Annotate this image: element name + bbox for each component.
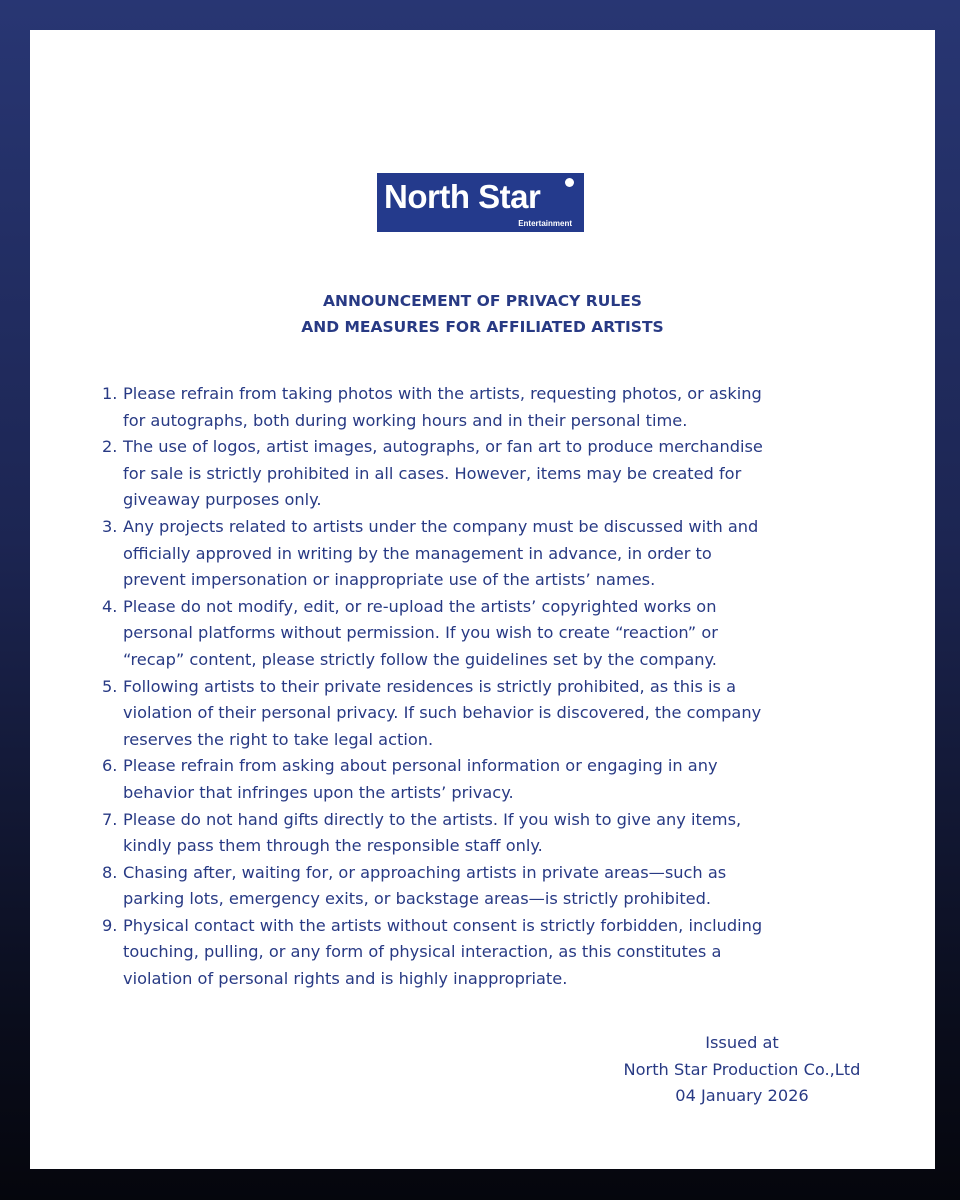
rules-list	[102, 381, 882, 993]
rule-item	[102, 860, 882, 913]
title-line-1: ANNOUNCEMENT OF PRIVACY RULES	[323, 292, 642, 310]
rule-line: Please do not modify, edit, or re-upload the artists’ copyrighted works on	[123, 596, 717, 616]
rule-line: for sale is strictly prohibited in all cases. However, items may be created for	[123, 463, 742, 483]
rule-item	[102, 594, 882, 674]
rule-item	[102, 807, 882, 860]
rule-number: 4.	[102, 596, 118, 616]
rule-item	[102, 753, 882, 806]
logo-wordmark: North Star	[384, 178, 541, 215]
north-star-logo	[377, 173, 584, 232]
rule-line: The use of logos, artist images, autographs, or fan art to produce merchandise	[123, 437, 763, 457]
rule-number: 2.	[102, 437, 118, 457]
rule-number: 9.	[102, 915, 118, 935]
issued-at-label: Issued at	[705, 1033, 779, 1052]
rule-line: behavior that infringes upon the artists’ privacy.	[123, 782, 514, 802]
rule-line: Following artists to their private residences is strictly prohibited, as this is a	[123, 676, 737, 696]
rule-number: 1.	[102, 384, 118, 403]
issue-date: 04 January 2026	[675, 1086, 809, 1106]
rule-item	[102, 674, 882, 754]
rule-item	[102, 913, 882, 993]
rule-line: for autographs, both during working hours and in their personal time.	[123, 410, 688, 430]
rule-line: kindly pass them through the responsible staff only.	[123, 836, 543, 856]
rule-line: Physical contact with the artists without consent is strictly forbidden, including	[123, 915, 763, 935]
rule-line: Please refrain from asking about personal information or engaging in any	[123, 756, 718, 776]
rule-number: 3.	[102, 516, 118, 536]
rule-line: prevent impersonation or inappropriate use of the artists’ names.	[123, 570, 656, 590]
announcement-title	[30, 288, 935, 340]
rule-line: officially approved in writing by the management in advance, in order to	[123, 543, 712, 563]
rule-line: giveaway purposes only.	[123, 490, 322, 510]
rule-number: 6.	[102, 756, 118, 776]
issuer-signature-block	[600, 1030, 884, 1110]
logo-subtitle: Entertainment	[518, 219, 572, 228]
rule-line: “recap” content, please strictly follow the guidelines set by the company.	[123, 649, 717, 669]
rule-line: Please do not hand gifts directly to the artists. If you wish to give any items,	[123, 809, 742, 829]
rule-line: Please refrain from taking photos with the artists, requesting photos, or asking	[123, 384, 762, 403]
rule-line: violation of personal rights and is highly inappropriate.	[123, 969, 568, 989]
title-line-2: AND MEASURES FOR AFFILIATED ARTISTS	[301, 318, 664, 336]
rule-item	[102, 514, 882, 594]
rule-number: 8.	[102, 862, 118, 882]
rule-item	[102, 434, 882, 514]
rule-line: personal platforms without permission. If you wish to create “reaction” or	[123, 623, 718, 643]
rule-number: 7.	[102, 809, 118, 829]
rule-line: touching, pulling, or any form of physical interaction, as this constitutes a	[123, 942, 722, 962]
rule-line: Chasing after, waiting for, or approaching artists in private areas—such as	[123, 862, 727, 882]
issuer-company: North Star Production Co.,Ltd	[623, 1059, 861, 1079]
rule-line: reserves the right to take legal action.	[123, 729, 434, 749]
announcement-sheet	[30, 30, 935, 1169]
rule-number: 5.	[102, 676, 118, 696]
rule-line: parking lots, emergency exits, or backstage areas—is strictly prohibited.	[123, 889, 712, 909]
rule-item	[102, 381, 882, 434]
rule-line: violation of their personal privacy. If such behavior is discovered, the company	[123, 703, 762, 723]
star-dot-icon	[565, 178, 574, 187]
rule-line: Any projects related to artists under the company must be discussed with and	[123, 516, 759, 536]
